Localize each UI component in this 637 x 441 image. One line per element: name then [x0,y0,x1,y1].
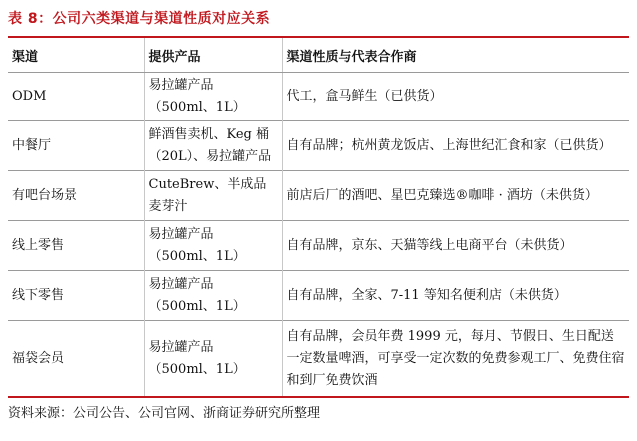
channel-cell: 线下零售 [8,271,144,321]
table-row [8,321,629,397]
header-channel: 渠道 [8,38,144,73]
table-row [8,73,629,121]
channel-cell: 有吧台场景 [8,171,144,221]
channel-cell: 福袋会员 [8,321,144,397]
table-row [8,271,629,321]
channel-cell: 中餐厅 [8,121,144,171]
bottom-rule [8,396,629,398]
channel-cell: ODM [8,73,144,121]
nature-cell: 自有品牌；杭州黄龙饭店、上海世纪汇食和家（已供货） [282,121,629,171]
nature-cell: 代工，盒马鲜生（已供货） [282,73,629,121]
product-cell: 易拉罐产品（500ml、1L） [144,73,282,121]
product-cell: 易拉罐产品（500ml、1L） [144,321,282,397]
nature-cell: 自有品牌，全家、7-11 等知名便利店（未供货） [282,271,629,321]
table-row [8,121,629,171]
nature-cell: 自有品牌，会员年费 1999 元，每月、节假日、生日配送一定数量啤酒，可享受一定次数的免费参观工厂、免费住宿和到厂免费饮酒 [282,321,629,397]
table-row [8,171,629,221]
header-nature: 渠道性质与代表合作商 [282,38,629,73]
product-cell: 易拉罐产品（500ml、1L） [144,221,282,271]
header-product: 提供产品 [144,38,282,73]
product-cell: CuteBrew、半成品麦芽汁 [144,171,282,221]
header-row [8,38,629,73]
product-cell: 鲜酒售卖机、Keg 桶（20L）、易拉罐产品 [144,121,282,171]
table-title: 表 8：公司六类渠道与渠道性质对应关系 [8,11,271,27]
table-row [8,221,629,271]
product-cell: 易拉罐产品（500ml、1L） [144,271,282,321]
nature-cell: 前店后厂的酒吧、星巴克臻选®咖啡 · 酒坊（未供货） [282,171,629,221]
channel-cell: 线上零售 [8,221,144,271]
channel-table [8,38,629,397]
source-note: 资料来源：公司公告、公司官网、浙商证券研究所整理 [8,406,321,421]
nature-cell: 自有品牌，京东、天猫等线上电商平台（未供货） [282,221,629,271]
